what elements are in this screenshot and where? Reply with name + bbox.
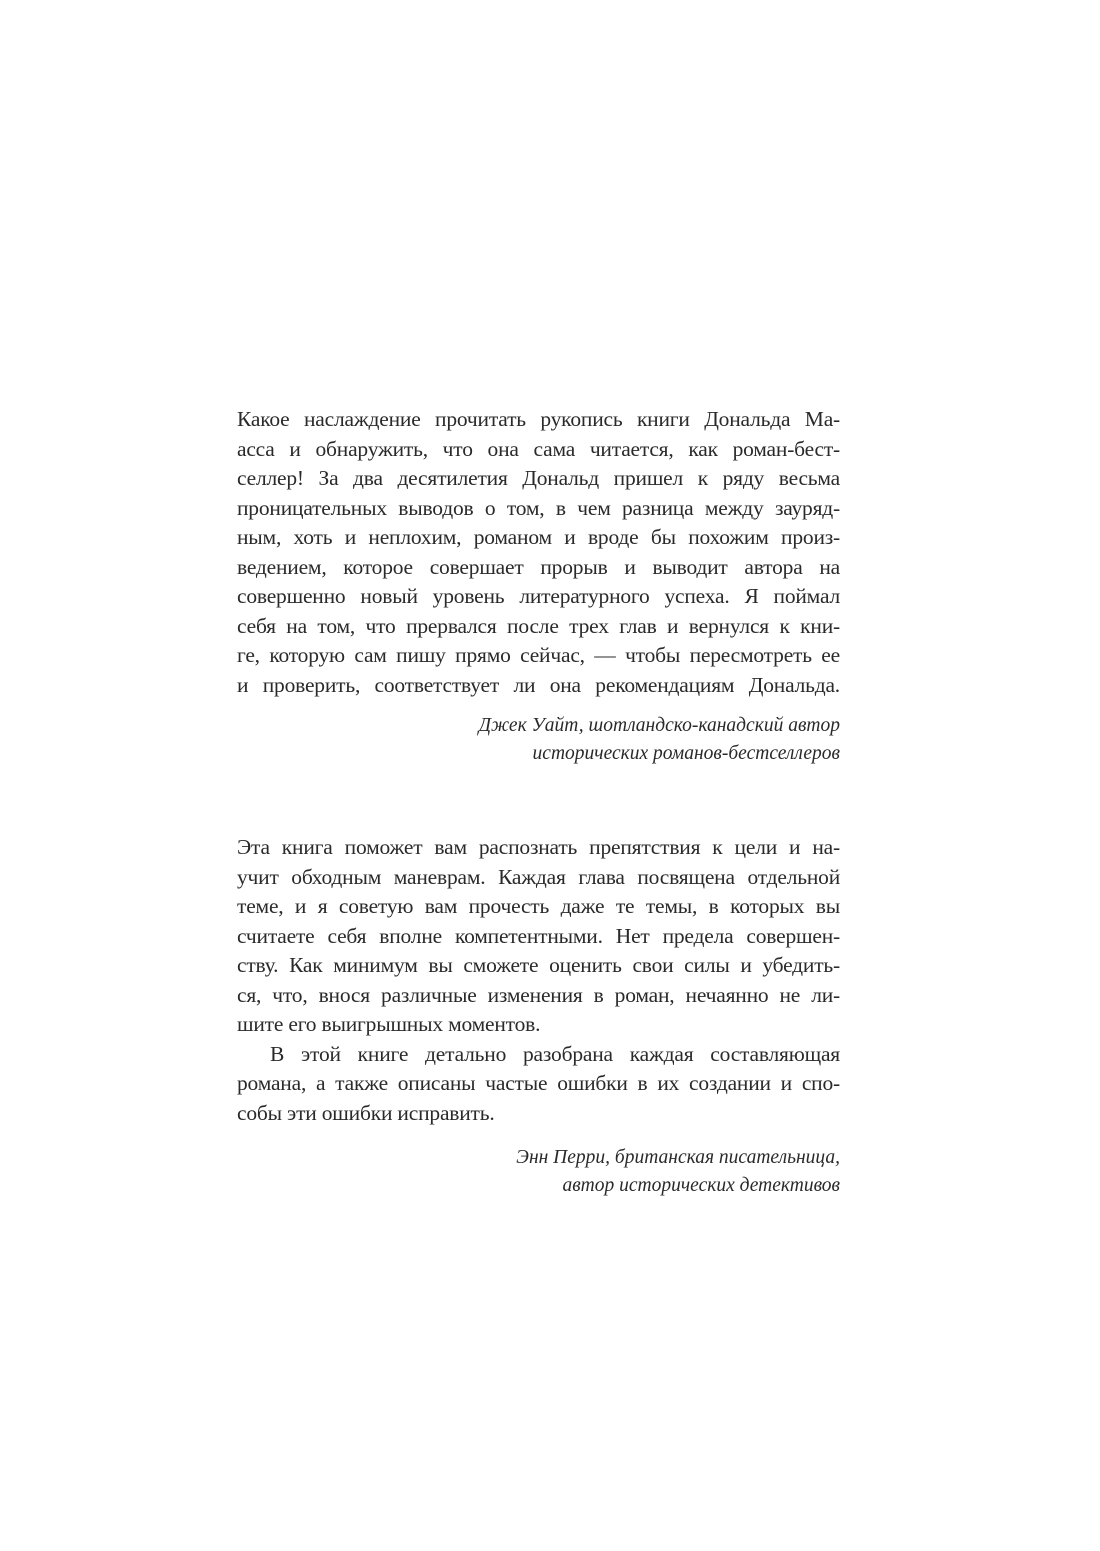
text-line: ству. Как минимум вы сможете оценить свои силы и убедить- [237,953,840,977]
text-line: В этой книге детально разобрана каждая составляющая [270,1041,840,1066]
text-line: ге, которую сам пишу прямо сейчас, — чтобы пересмотреть ее [237,643,840,667]
text-line: ведением, которое совершает прорыв и выводит автора на [237,554,840,579]
text-line: романа, а также описаны частые ошибки в их создании и спо- [237,1071,840,1095]
attribution-line: Джек Уайт, шотландско-канадский автор [478,715,840,736]
quote-anne-perry [237,833,840,1200]
text-line: ся, что, внося различные изменения в роман, нечаянно не ли- [237,982,840,1007]
attribution-line: автор исторических детективов [562,1175,840,1196]
text-line: Какое наслаждение прочитать рукопись книги Дональда Ма- [237,407,840,431]
attribution-line: исторических романов-бестселлеров [532,743,840,764]
text-line: считаете себя вполне компетентными. Нет предела совершен- [237,923,840,948]
text-line: и проверить, соответствует ли она рекомендациям Дональда. [237,672,840,697]
text-line: ным, хоть и неплохим, романом и вроде бы похожим произ- [237,525,840,549]
quote-jack-whyte [237,405,840,768]
text-line: себя на том, что прервался после трех глав и вернулся к кни- [237,613,840,638]
text-line: асса и обнаружить, что она сама читается, как роман-бест- [237,436,840,461]
text-line: совершенно новый уровень литературного успеха. Я поймал [237,584,840,608]
text-line: учит обходным маневрам. Каждая глава посвящена отдельной [237,864,840,889]
text-line: Эта книга поможет вам распознать препятствия к цели и на- [237,835,840,859]
text-line: селлер! За два десятилетия Дональд пришел к ряду весьма [237,466,840,490]
text-line: теме, и я советую вам прочесть даже те темы, в которых вы [237,894,840,918]
text-line: собы эти ошибки исправить. [237,1100,495,1125]
attribution-line: Энн Перри, британская писательница, [516,1147,840,1168]
text-line: шите его выигрышных моментов. [237,1012,541,1036]
text-line: проницательных выводов о том, в чем разница между зауряд- [237,495,840,520]
